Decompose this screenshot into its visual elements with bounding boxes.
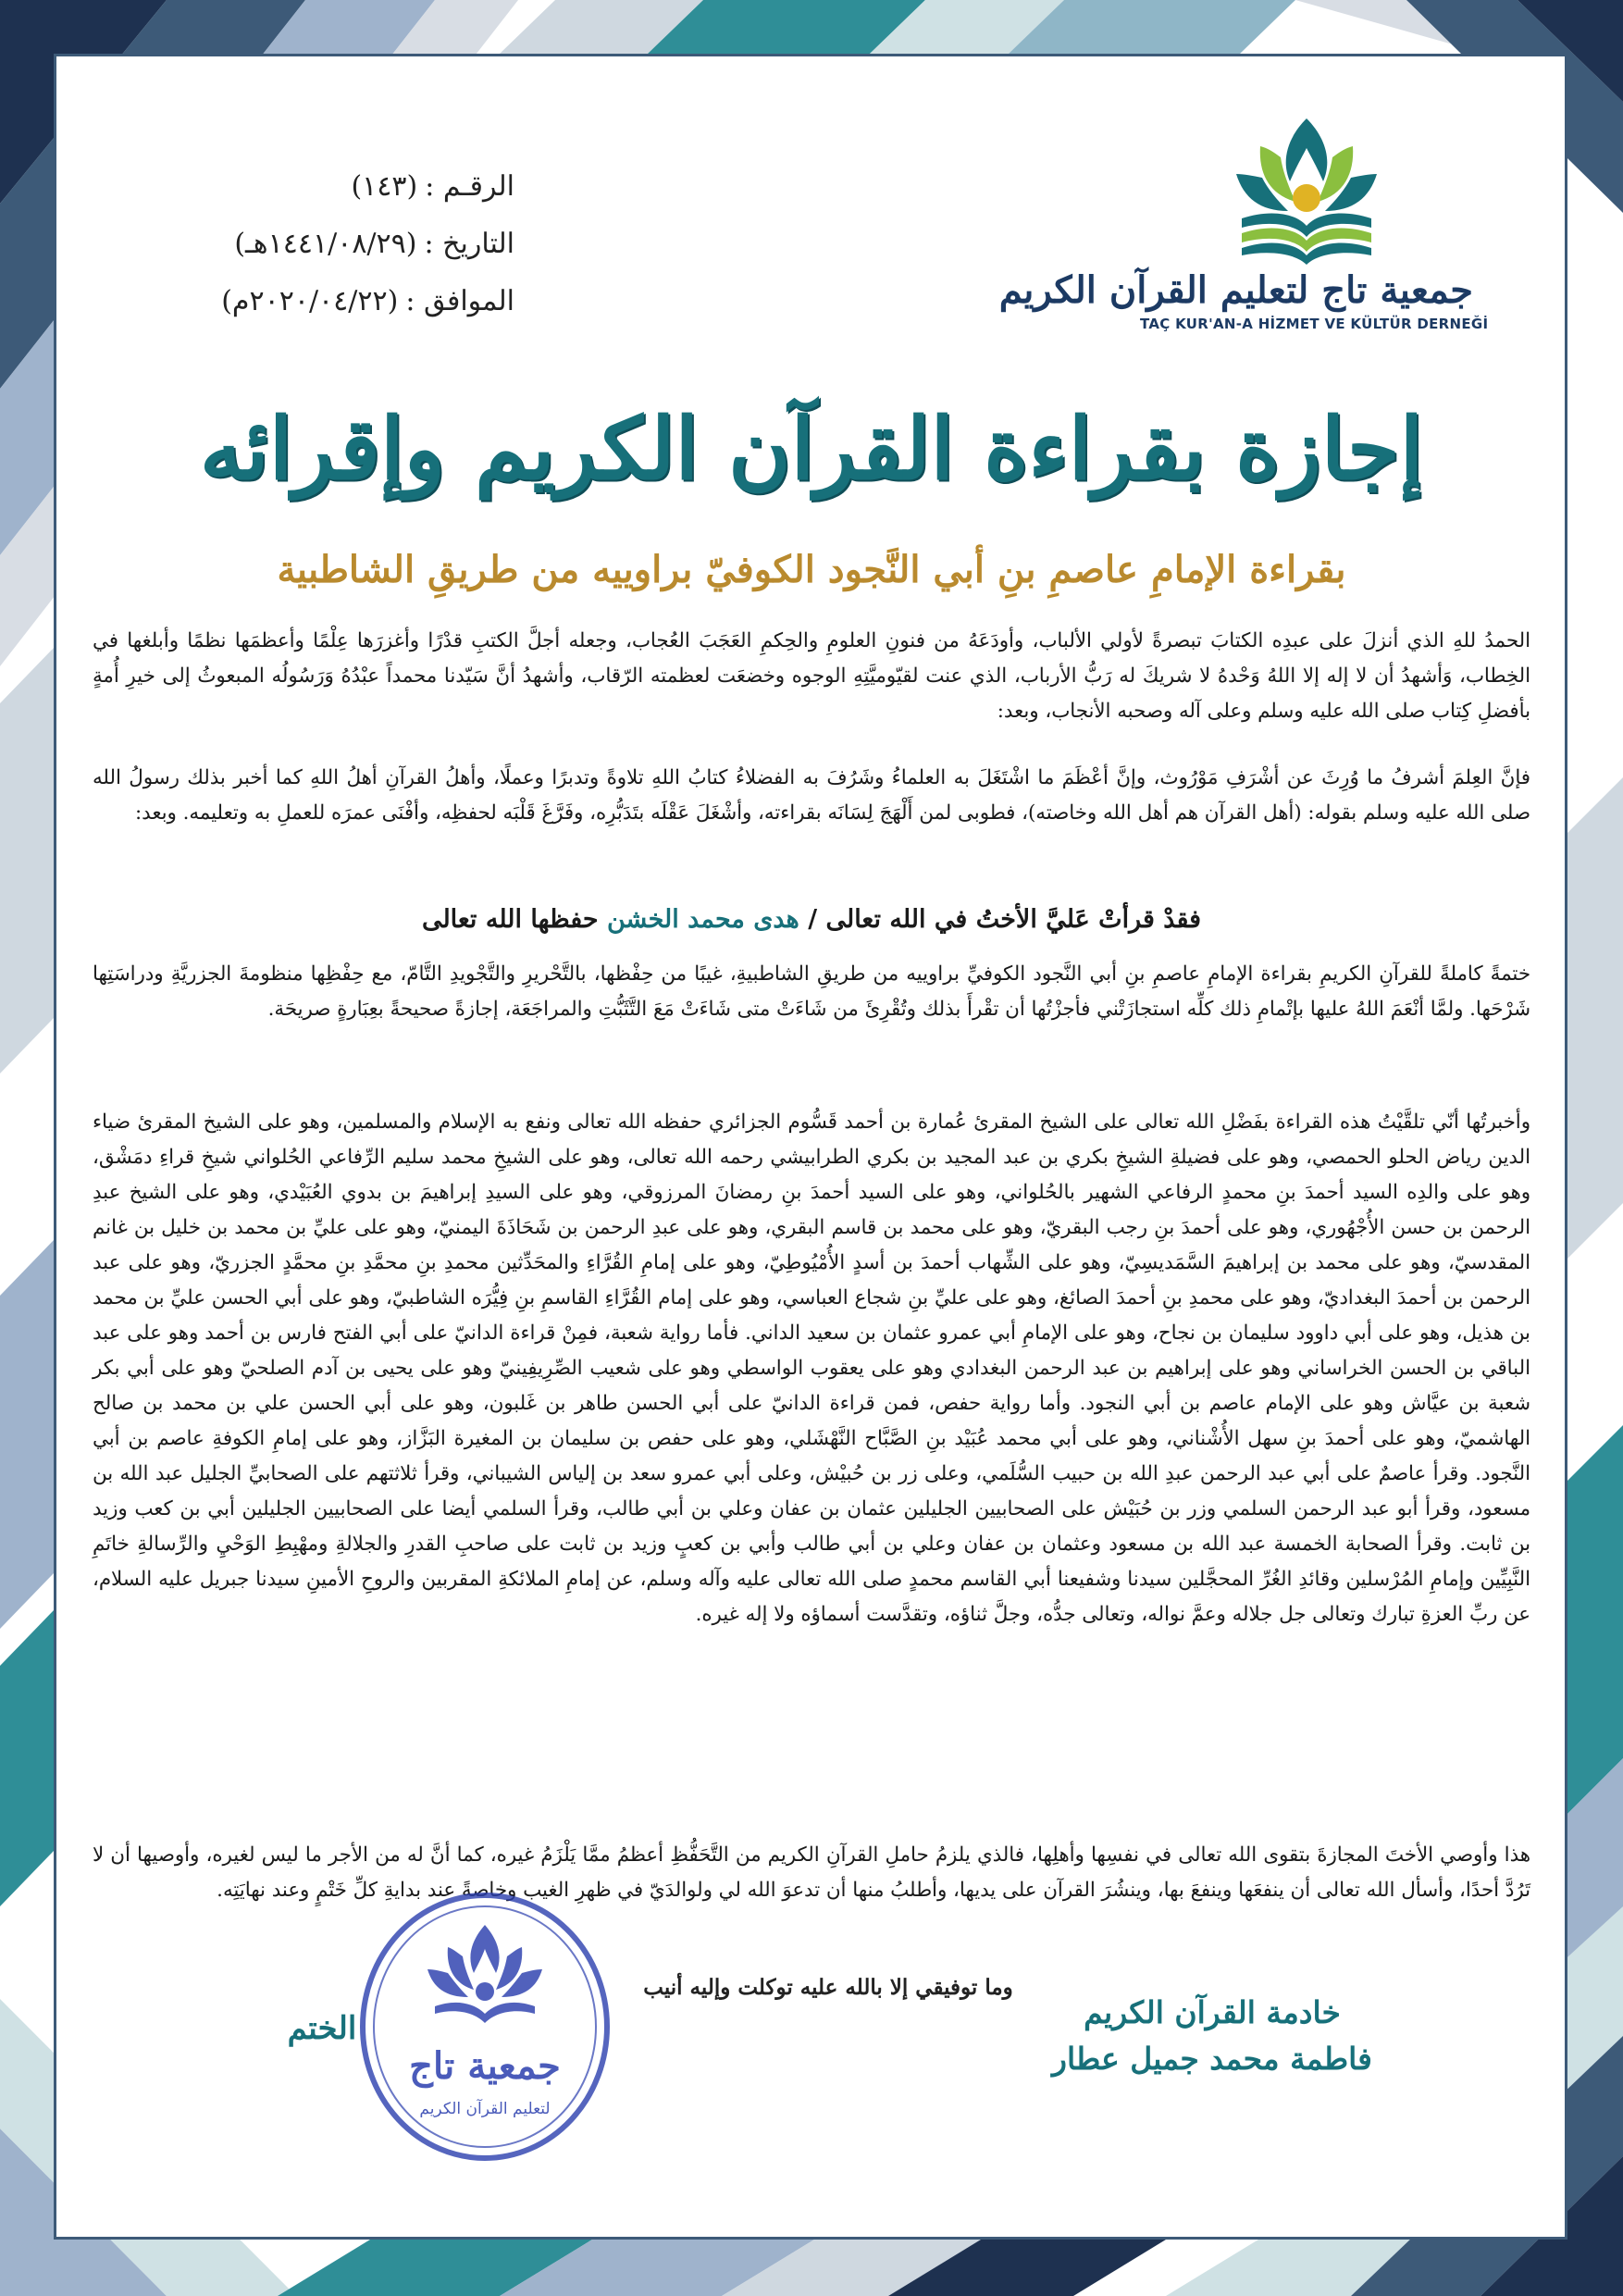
recipient-name: هدى محمد الخشن xyxy=(606,905,799,934)
association-name-latin: TAÇ KUR'AN-A HİZMET VE KÜLTÜR DERNEĞİ xyxy=(1140,316,1489,332)
introduction-paragraph: فإنَّ العِلمَ أشرفُ ما وُرِثَ عن أشْرَفِ مَوْرُوث، وإنَّ أعْظَمَ ما اشْتَغَلَ به العلماءُ وشَرُفَ به الفضلاءُ كتابُ اللهِ تلاوةً وتدبرًا وعملًا، وأهلُ القرآنِ أهلُ اللهِ كما أخبر بذلك رسولُ الله صلى الله عليه وسلم بقوله: (أهل القرآن هم أهل الله وخاصته)، فطوبى لمن أَلْهَجَ لِسَانَه بقراءته، وأشْغَلَ عَقْلَه بتَدَبُّرِه، وفَرَّغَ قَلْبَه لحفظِه، وأفْنَى عمرَه للعملِ به وتعليمه. وبعد: xyxy=(93,766,1530,825)
association-name-arabic: جمعية تاج لتعليم القرآن الكريم xyxy=(998,268,1473,312)
opening-paragraph: الحمدُ للهِ الذي أنزلَ على عبدِه الكتابَ تبصرةً لأولي الألباب، وأودَعَهُ من فنونِ العلومِ والحِكمِ العَجَبَ العُجاب، وجعله أجلَّ الكتبِ قدْرًا وأغزرَها عِلْمًا وأعظمَها نظمًا وأبلغها في الخِطاب، وَأشهدُ أن لا إله إلا اللهُ وَحْدهُ لا شريكَ له رَبُّ الأرباب، الذي عنت لقيّوميَّتِهِ الوجوه وخضعَت لعظمته الرّقاب، وأشهدُ أنَّ سَيّدنا محمداً عبْدُهُ وَرَسُولُه المبعوثُ إلى خيرِ أُمةٍ بأفضلِ كِتاب صلى الله عليه وسلم وعلى آله وصحبه الأنجاب، وبعد: xyxy=(93,629,1530,723)
gregorian-date-label: الموافق : xyxy=(405,284,514,317)
gregorian-date-value: (٢٠٢٠/٠٤/٢٢م) xyxy=(221,284,399,317)
recipient-prefix: فقدْ قرأتْ عَليَّ الأختُ في الله تعالى / xyxy=(808,905,1202,934)
recipient-line xyxy=(93,905,1530,934)
certificate-subtitle: بقراءة الإمامِ عاصمِ بنِ أبي النَّجود الكوفيّ براوييه من طريقِ الشاطبية xyxy=(277,548,1346,591)
seal-label: الختم xyxy=(287,2010,357,2047)
gregorian-date-row xyxy=(181,272,514,329)
stamp-top-text: جمعية تاج xyxy=(409,2044,561,2088)
completion-paragraph: ختمةً كاملةً للقرآنِ الكريمِ بقراءة الإمامِ عاصمِ بنِ أبي النَّجود الكوفيِّ براوييه من طريقِ الشاطبيةِ، غيبًا من حِفْظها، بالتَّحْريرِ والتَّجْويدِ التَّامّ، مع حِفْظِها منظومةَ الجزريَّةِ ودراسَتِها شَرْحَها. ولمَّا أنْعَمَ اللهُ عليها بإتْمامِ ذلك كلِّه استجازَتْني فأجزْتُها أن تقْرأَ بذلك وتُقْرِئَ من شَاءَتْ متى شَاءَتْ مَعَ التَّثَبُّتِ والمراجَعَة، إجازةً صحيحةً بعِبَارةٍ صريحَة. xyxy=(93,962,1530,1021)
certificate-title: إجازة بقراءة القرآن الكريم وإقرائه xyxy=(199,399,1424,499)
advice-paragraph: هذا وأوصي الأختَ المجازةَ بتقوى الله تعالى في نفسِها وأهلِها، فالذي يلزمُ حاملِ القرآنِ الكريم من التَّحَفُّظِ أعظمُ ممَّا يَلْزَمُ غيره، كما أنَّ له من الأجر ما ليس لغيره، وأوصيها أن لا تَرُدَّ أحدًا، وأسأل الله تعالى أن ينفعَها وينفعَ بها، وينشُرَ القرآن على يديها، وأطلبُ منها أن تدعوَ الله لي ولوالدَيّ في ظهرِ الغيب وخاصةً عند بدايةِ كلِّ خَتْمٍ وعند نهايَتِه. xyxy=(93,1843,1530,1902)
signatory-name: فاطمة محمد جميل عطار xyxy=(1052,2041,1372,2077)
hijri-date-value: (١٤٤١/٠٨/٢٩هـ) xyxy=(234,227,417,260)
stamp-bottom-text: لتعليم القرآن الكريم xyxy=(419,2100,551,2118)
reference-row xyxy=(181,157,514,215)
chain-of-narration-paragraph: وأخبرتُها أنّي تلقَّيْتُ هذه القراءة بفَضْلِ الله تعالى على الشيخ المقرئ عُمارة بن أحمد قَسُّوم الجزائري حفظه الله تعالى ونفع به الإسلام والمسلمين، وهو على الشيخ المقرئ ضياء الدين رياض الحلو الحمصي، وهو على فضيلةِ الشيخِ بكري بن عبد المجيد بن بكري الطرابيشي رحمه الله تعالى، وهو على الشيخِ محمد سليم الرِّفاعي الحُلواني شيخِ قراءِ دمَشْق، وهو على والدِه السيد أحمدَ بنِ محمدٍ الرفاعي الشهير بالحُلواني، وهو على السيد أحمدَ بنِ رمضانَ المرزوقي، وهو على السيدِ إبراهيمَ بن بدوي العُبَيْدي، وهو على الشيخ عبدِ الرحمن بن حسن الأُجْهُوري، وهو على أحمدَ بنِ رجب البقريّ، وهو على محمد بن قاسم البقري، وهو على عبدِ الرحمن بن شَحَاذَةَ اليمنيّ، وهو على عليِّ بن محمد بن خليل بن غانم المقدسيّ، وهو على محمد بن إبراهيمَ السَّمَديسِيّ، وهو على الشِّهاب أحمدَ بن أسدٍ الأُمْيُوطِيّ، وهو على إمامِ القُرَّاءِ والمحَدِّثين محمدِ بنِ محمَّدِ بنِ محمَّدٍ الجزريّ، وهو على عبد الرحمن بن أحمدَ البغداديّ، وهو على محمدِ بنِ أحمدَ الصائغ، وهو على عليِّ بنِ شجاع العباسي، وهو على إمام القُرَّاءِ القاسمِ بنِ فِيُّرَه الشاطبيّ، وهو على أبي الحسن عليِّ بن محمد بن هذيل، وهو على أبي داوود سليمان بن نجاح، وهو على الإمامِ أبي عمرو عثمان بن سعيد الداني. فأما رواية شعبة، فمِنْ قراءة الدانيّ على أبي الفتح فارس بن أحمد وهو على عبد الباقي بن الحسن الخراساني وهو على إبراهيم بن عبد الرحمن البغدادي وهو على يعقوب الواسطي وهو على شعيب الصِّرِيفِينيّ وهو على يحيى بن آدم الصلحيّ وهو على أبي بكر شعبة بن عيَّاش وهو على الإمام عاصم بن أبي النجود. وأما رواية حفص، فمن قراءة الدانيّ على أبي الحسن طاهر بن غَلبون، وهو على أبي الحسن علي بن محمد بن صالح الهاشميّ، وهو على أحمدَ بنِ سهل الأُشْناني، وهو على أبي محمد عُبَيْد بنِ الصَّبَّاح النَّهْشَلي، وهو على حفص بن سليمان بن المغيرة البَزَّاز، وهو على إمامِ الكوفةِ عاصم بن أبي النَّجود. وقرأ عاصمٌ على أبي عبد الرحمن عبدِ الله بن حبيب السُّلَمي، وعلى زر بن حُبيْش، وعلى أبي عمرو سعد بن إلياس الشيباني، وقرأ ثلاثتهم على الصحابيِّ الجليل عبد الله بن مسعود، وقرأ أبو عبد الرحمن السلمي وزر بن حُبَيْش على الصحابيين الجليلين عثمان بن عفان وعلي بن أبي طالب، وقرأ السلمي أيضا على الصحابيين الجليلين أبي بن كعب وزيد بن ثابت. وقرأ الصحابة الخمسة عبد الله بن مسعود وعثمان بن عفان وعلي بن أبي طالب وأبي بن كعبٍ وزيد بن ثابت على صاحبِ القدرِ والجلالةِ ومهْبِطِ الوَحْيِ والرِّسالةِ خاتَمِ النَّبِيِّين وإمامِ المُرْسلين وقائدِ الغُرِّ المحجَّلين سيدنا وشفيعنا أبي القاسم محمدٍ صلى الله تعالى عليه وآله وسلم، عن إمامِ الملائكةِ المقربين والروحِ الأمينِ سيدنا جبريل عليه السلام، عن ربِّ العزةِ تبارك وتعالى جل جلاله وعمَّ نواله، وتعالى جدُّه، وجلَّ ثناؤه، وتقدَّست أسماؤه ولا إله غيره. xyxy=(93,1111,1530,1626)
hijri-date-row xyxy=(181,215,514,272)
hijri-date-label: التاريخ : xyxy=(424,227,514,260)
reference-value: (١٤٣) xyxy=(351,169,418,203)
crown-book-icon xyxy=(1223,109,1390,267)
document-meta xyxy=(181,157,514,329)
closing-phrase: وما توفيقي إلا بالله عليه توكلت وإليه أنيب xyxy=(643,1975,1013,2000)
signature-block xyxy=(1009,1990,1416,2082)
reference-label: الرقـم : xyxy=(425,169,514,203)
recipient-suffix: حفظها الله تعالى xyxy=(421,905,599,934)
official-stamp xyxy=(355,1888,614,2166)
signatory-role: خادمة القرآن الكريم xyxy=(1084,1994,1341,2030)
association-logo xyxy=(998,109,1489,361)
